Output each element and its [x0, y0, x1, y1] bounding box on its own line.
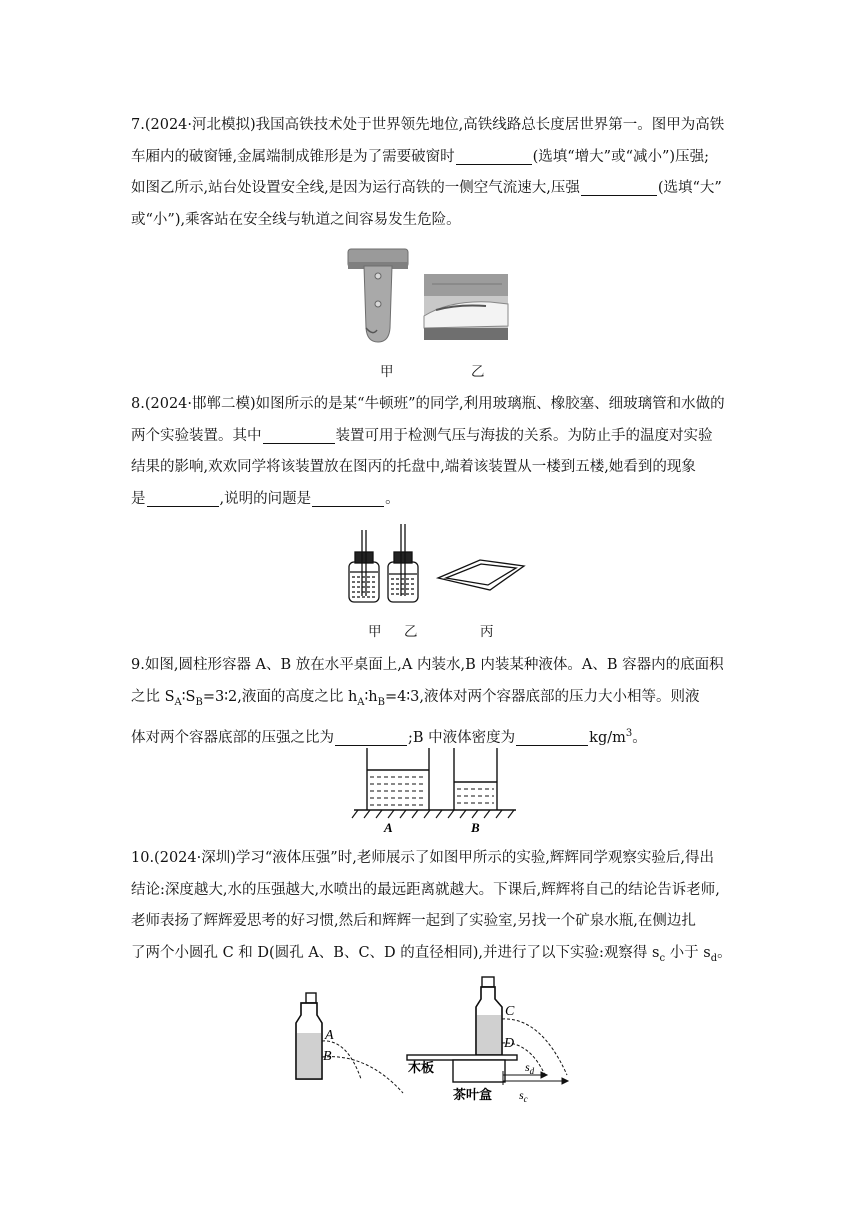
question-8: [131, 389, 731, 515]
question-10: [131, 843, 731, 974]
q7-line-2: 车厢内的破窗锤,金属端制成锥形是为了需要破窗时 (选填“增大”或“减小”)压强;: [131, 142, 731, 174]
container-b: [454, 748, 497, 810]
q10-line-3: 老师表扬了辉辉爱思考的好习惯,然后和辉辉一起到了实验室,另找一个矿泉水瓶,在侧边扎: [131, 913, 696, 929]
q8-line-3: 结果的影响,欢欢同学将该装置放在图丙的托盘中,端着该装置从一楼到五楼,她看到的现象: [131, 459, 696, 475]
tea-box: [453, 1060, 505, 1082]
q7-figure: [340, 244, 520, 354]
hole-a-label: A: [325, 1028, 334, 1043]
q7-line-3: 如图乙所示,站台处设置安全线,是因为运行高铁的一侧空气流速大,压强 (选填“大”: [131, 173, 731, 205]
table-surface: [352, 810, 516, 818]
q10-line-1: 10.(2024·深圳)学习“液体压强”时,老师展示了如图甲所示的实验,辉辉同学观察实验后,得出: [131, 850, 715, 866]
q7-caption-jia: 甲: [380, 364, 394, 380]
answer-blank[interactable]: [147, 488, 219, 507]
question-7: [131, 110, 731, 236]
answer-blank[interactable]: [516, 727, 588, 746]
q8-caption-bing: 丙: [480, 624, 494, 640]
hole-c-label: C: [505, 1004, 515, 1019]
q8-caption-jia: 甲: [368, 624, 382, 640]
bottle-yi: [388, 524, 418, 602]
q8-line-4: 是 ,说明的问题是 。: [131, 484, 731, 516]
bottle-jia: [349, 530, 379, 602]
answer-blank[interactable]: [312, 488, 384, 507]
q8-figure: [342, 522, 532, 612]
q7-caption-yi: 乙: [471, 364, 485, 380]
container-a: [367, 748, 429, 810]
q8-caption-yi: 乙: [404, 624, 418, 640]
tray-bing: [438, 560, 524, 590]
question-9: [131, 650, 731, 754]
label-b: B: [471, 820, 480, 835]
q10-line-2: 结论:深度越大,水的压强越大,水喷出的最远距离就越大。下课后,辉辉将自己的结论告诉老师,: [131, 881, 720, 898]
safety-hammer-image: [348, 249, 408, 342]
q8-line-2: 两个实验装置。其中 装置可用于检测气压与海拔的关系。为防止手的温度对实验: [131, 421, 731, 453]
q7-line-1: 7.(2024·河北模拟)我国高铁技术处于世界领先地位,高铁线路总长度居世界第一。图甲为高铁: [131, 117, 725, 133]
q10-line-4: 了两个小圆孔 C 和 D(圆孔 A、B、C、D 的直径相同),并进行了以下实验:观察得 $s_c$ 小于 $s_d$。: [131, 944, 732, 964]
answer-blank[interactable]: [335, 727, 407, 746]
answer-blank[interactable]: [456, 146, 532, 165]
q8-line-1: 8.(2024·邯郸二模)如图所示的是某“牛顿班”的同学,利用玻璃瓶、橡胶塞、细玻璃管和水做的: [131, 396, 725, 412]
q9-line-3: 体对两个容器底部的压强之比为 ;B 中液体密度为 $kg/m^3$。: [131, 727, 647, 746]
distance-markers: [503, 1071, 568, 1085]
label-a: A: [384, 820, 393, 835]
hole-b-label: B: [323, 1049, 332, 1064]
q7-line-4: 或“小”),乘客站在安全线与轨道之间容易发生危险。: [131, 211, 461, 228]
sd-label: $s_d$: [525, 1060, 535, 1076]
q9-line-2: 之比 $S_A∶S_B=3∶2$,液面的高度之比 $h_A∶h_B=4∶3$,液体对两个容器底部的压力大小相等。则液: [131, 688, 700, 708]
tea-box-label: 茶叶盒: [453, 1088, 493, 1103]
bottle-left: [296, 993, 403, 1093]
high-speed-train-image: [424, 274, 508, 340]
hole-d-label: D: [504, 1036, 515, 1051]
answer-blank[interactable]: [263, 425, 335, 444]
board-label: 木板: [408, 1061, 435, 1076]
q9-line-1: 9.如图,圆柱形容器 A、B 放在水平桌面上,A 内装水,B 内装某种液体。A、B 容器内的底面积: [131, 657, 724, 673]
q9-figure: [350, 746, 520, 836]
q10-figure: [285, 975, 585, 1110]
answer-blank[interactable]: [581, 177, 657, 196]
wooden-board: [407, 1055, 517, 1060]
sc-label: $s_c$: [519, 1088, 528, 1104]
